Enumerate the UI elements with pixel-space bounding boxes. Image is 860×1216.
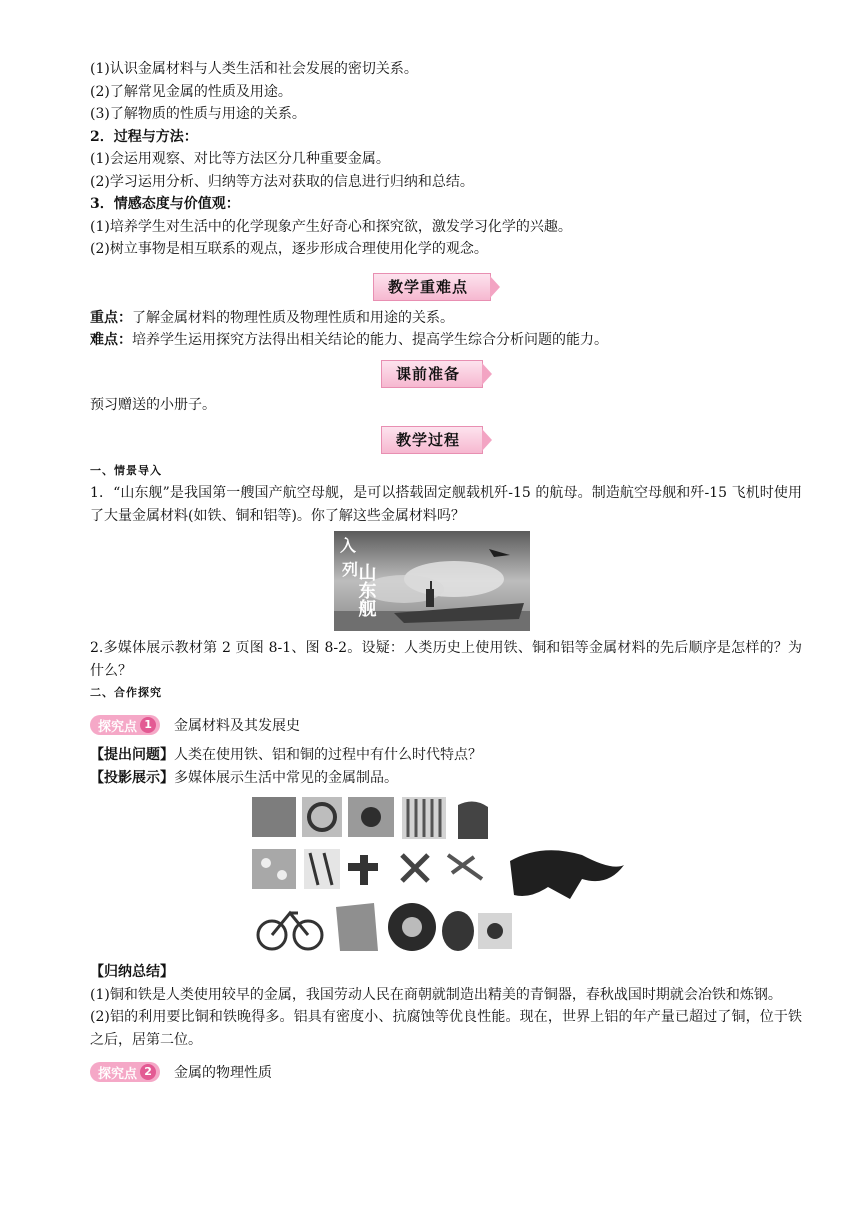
projection-label: 【投影展示】 — [90, 769, 174, 786]
summary-label: 【归纳总结】 — [90, 964, 174, 980]
summary-paragraph-1: (1)铜和铁是人类使用较早的金属，我国劳动人民在商朝就制造出精美的青铜器，春秋战国时期就会冶铁和炼钢。 — [90, 986, 782, 1003]
objective-1: (1)认识金属材料与人类生活和社会发展的密切关系。 — [90, 61, 418, 77]
process-item-1: (1)会运用观察、对比等方法区分几种重要金属。 — [90, 151, 390, 167]
intro-paragraph-2: 2.多媒体展示教材第 2 页图 8-1、图 8-2。设疑：人类历史上使用铁、铜和铝等金属材料的先后顺序是怎样的？为什么？ — [90, 640, 802, 679]
preparation-banner: 课前准备 — [381, 360, 483, 388]
explore-point-title: 金属的物理性质 — [174, 1065, 273, 1081]
projection-text: 多媒体展示生活中常见的金属制品。 — [174, 769, 398, 786]
explore-point-2 — [90, 1057, 802, 1087]
question-line — [62, 744, 802, 767]
summary-paragraph-2: (2)铝的利用要比铜和铁晚得多。铝具有密度小、抗腐蚀等优良性能。现在，世界上铝的年产量已超过了铜，位于铁之后，居第二位。 — [90, 1009, 802, 1048]
explore-point-1 — [90, 710, 802, 740]
ship-caption-2: 列 — [342, 560, 359, 579]
ship-caption-1: 入 — [340, 536, 357, 555]
explore-point-badge: 探究点 2 — [90, 1062, 160, 1082]
focus-label: 重点： — [90, 309, 132, 326]
aircraft-carrier-image — [334, 531, 530, 631]
attitude-item-1: (1)培养学生对生活中的化学现象产生好奇心和探究欲，激发学习化学的兴趣。 — [90, 218, 572, 235]
ship-caption-3: 山东舰 — [355, 563, 377, 617]
focus-text: 了解金属材料的物理性质及物理性质和用途的关系。 — [132, 309, 454, 326]
section-scenario-intro: 一、情景导入 — [90, 464, 162, 477]
section-cooperative-inquiry: 二、合作探究 — [90, 686, 162, 699]
question-text: 人类在使用铁、铝和铜的过程中有什么时代特点？ — [174, 747, 482, 763]
attitude-item-2: (2)树立事物是相互联系的观点，逐步形成合理使用化学的观念。 — [90, 241, 488, 257]
focus-line — [62, 307, 802, 330]
process-method-heading: 2．过程与方法： — [90, 128, 198, 145]
document-page — [62, 58, 802, 1091]
metal-products-image — [252, 795, 632, 955]
projection-line — [62, 767, 802, 790]
key-points-banner: 教学重难点 — [373, 273, 491, 301]
process-item-2: (2)学习运用分析、归纳等方法对获取的信息进行归纳和总结。 — [90, 173, 474, 190]
explore-point-title: 金属材料及其发展史 — [174, 718, 301, 734]
intro-paragraph-1: 1．“山东舰”是我国第一艘国产航空母舰，是可以搭载固定舰载机歼-15 的航母。制造航空母舰和歼-15 飞机时使用了大量金属材料(如铁、铜和铝等)。你了解这些金属材料吗？ — [90, 485, 802, 524]
difficulty-text: 培养学生运用探究方法得出相关结论的能力、提高学生综合分析问题的能力。 — [132, 332, 608, 348]
objective-3: (3)了解物质的性质与用途的关系。 — [90, 106, 306, 122]
difficulty-label: 难点： — [90, 332, 132, 348]
process-banner: 教学过程 — [381, 426, 483, 454]
preparation-text: 预习赠送的小册子。 — [90, 396, 216, 413]
explore-point-badge: 探究点 1 — [90, 715, 160, 735]
question-label: 【提出问题】 — [90, 747, 174, 763]
difficulty-line — [62, 329, 802, 352]
attitude-heading: 3．情感态度与价值观： — [90, 196, 240, 212]
objective-2: (2)了解常见金属的性质及用途。 — [90, 83, 292, 100]
